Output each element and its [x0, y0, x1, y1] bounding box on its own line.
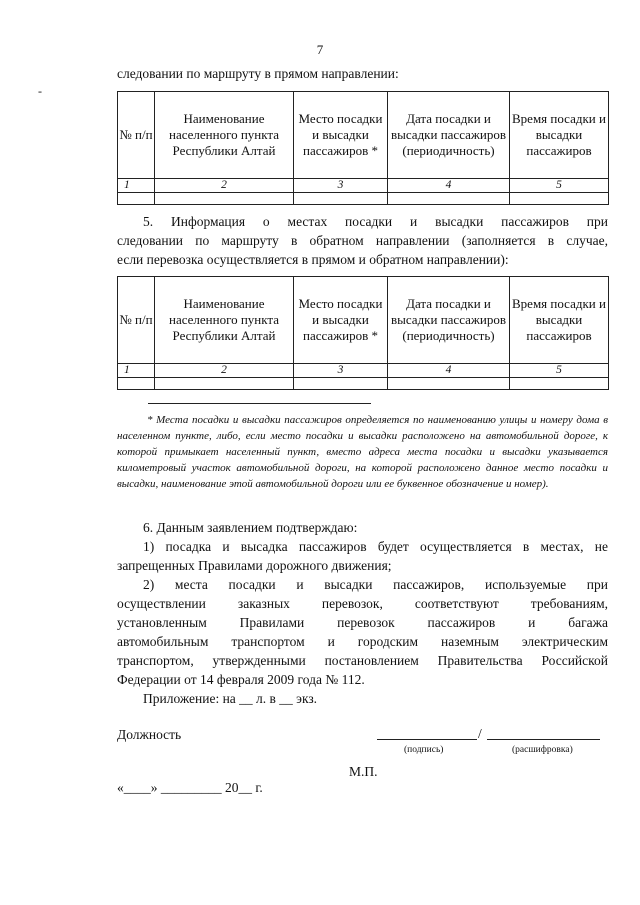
section6-item1-line1: 1) посадка и высадка пассажиров будет осуществляется в местах, не: [143, 539, 608, 554]
column-number-cell: 4: [388, 364, 510, 378]
table-header-row: [118, 92, 609, 179]
section6-item2-line6: Федерации от 14 февраля 2009 года № 112.: [117, 672, 365, 687]
section5-line2: следовании по маршруту в обратном направлении (заполняется в случае,: [117, 233, 608, 248]
empty-cell: [510, 193, 609, 205]
stops-table-return: [117, 276, 609, 390]
column-number-cell: 2: [155, 179, 294, 193]
empty-cell: [294, 193, 388, 205]
column-number-cell: 1: [118, 364, 155, 378]
empty-cell: [118, 378, 155, 390]
header-cell-date: Дата посадки и высадки пассажиров (периодичность): [388, 92, 510, 179]
header-cell-locality: Наименование населенного пункта Республики Алтай: [155, 92, 294, 179]
section6-item1-line2: запрещенных Правилами дорожного движения;: [117, 558, 392, 573]
decoding-line: [487, 739, 600, 740]
margin-mark: -: [38, 84, 42, 98]
section6-item2-line3: установленным Правилами перевозок пассажиров и багажа: [117, 615, 608, 630]
section5-line3: если перевозка осуществляется в прямом и обратном направлении):: [117, 252, 509, 267]
stops-table-forward: [117, 91, 609, 205]
empty-cell: [155, 378, 294, 390]
stamp-label: М.П.: [349, 764, 378, 779]
column-number-cell: 3: [294, 179, 388, 193]
empty-cell: [388, 378, 510, 390]
section6-item2-line4: автомобильным транспортом и городским наземным электрическим: [117, 634, 608, 649]
decoding-label: (расшифровка): [512, 745, 573, 755]
column-number-cell: 3: [294, 364, 388, 378]
header-cell-date: Дата посадки и высадки пассажиров (периодичность): [388, 277, 510, 364]
empty-cell: [294, 378, 388, 390]
slash: /: [478, 726, 482, 741]
header-cell-stop-place: Место посадки и высадки пассажиров *: [294, 277, 388, 364]
signature-label: (подпись): [404, 745, 444, 755]
header-cell-number: № п/п: [118, 92, 155, 179]
section6-item2-line2: осуществлении заказных перевозок, соответствуют требованиям,: [117, 596, 608, 611]
date-line: «____» _________ 20__ г.: [117, 780, 263, 795]
appendix-line: Приложение: на __ л. в __ экз.: [143, 691, 318, 706]
header-cell-stop-place: Место посадки и высадки пассажиров *: [294, 92, 388, 179]
empty-cell: [155, 193, 294, 205]
table-header-row: [118, 277, 609, 364]
intro-line: следовании по маршруту в прямом направлении:: [117, 66, 399, 81]
table-row: [118, 378, 609, 390]
empty-cell: [388, 193, 510, 205]
header-cell-time: Время посадки и высадки пассажиров: [510, 277, 609, 364]
header-cell-time: Время посадки и высадки пассажиров: [510, 92, 609, 179]
header-cell-number: № п/п: [118, 277, 155, 364]
empty-cell: [510, 378, 609, 390]
column-number-cell: 5: [510, 179, 609, 193]
column-number-cell: 4: [388, 179, 510, 193]
empty-cell: [118, 193, 155, 205]
section6-title: 6. Данным заявлением подтверждаю:: [143, 520, 358, 535]
section6-item2-line1: 2) места посадки и высадки пассажиров, используемые при: [143, 577, 608, 592]
page-number: 7: [316, 42, 324, 57]
table-number-row: [118, 364, 609, 378]
footnote-separator: [148, 403, 371, 404]
column-number-cell: 5: [510, 364, 609, 378]
section5-line1: 5. Информация о местах посадки и высадки пассажиров при: [143, 214, 608, 229]
header-cell-locality: Наименование населенного пункта Республики Алтай: [155, 277, 294, 364]
column-number-cell: 1: [118, 179, 155, 193]
table-number-row: [118, 179, 609, 193]
footnote: * Места посадки и высадки пассажиров определяется по наименованию улицы и номеру дома в населенном пункте, либо, если место посадки и высадки расположено на автомобильной дороге, к которой примыкает населенный пункт, вместо адреса места посадки и высадки указывается километровый участок автомобильной дороги, на которой расположено данное место посадки и высадки, наименование этой автомобильной дороги или ее буквенное обозначение и номер).: [117, 414, 608, 490]
column-number-cell: 2: [155, 364, 294, 378]
signature-line: [377, 739, 477, 740]
section6-item2-line5: транспортом, утвержденными постановлением Правительства Российской: [117, 653, 608, 668]
table-row: [118, 193, 609, 205]
position-label: Должность: [117, 727, 182, 742]
